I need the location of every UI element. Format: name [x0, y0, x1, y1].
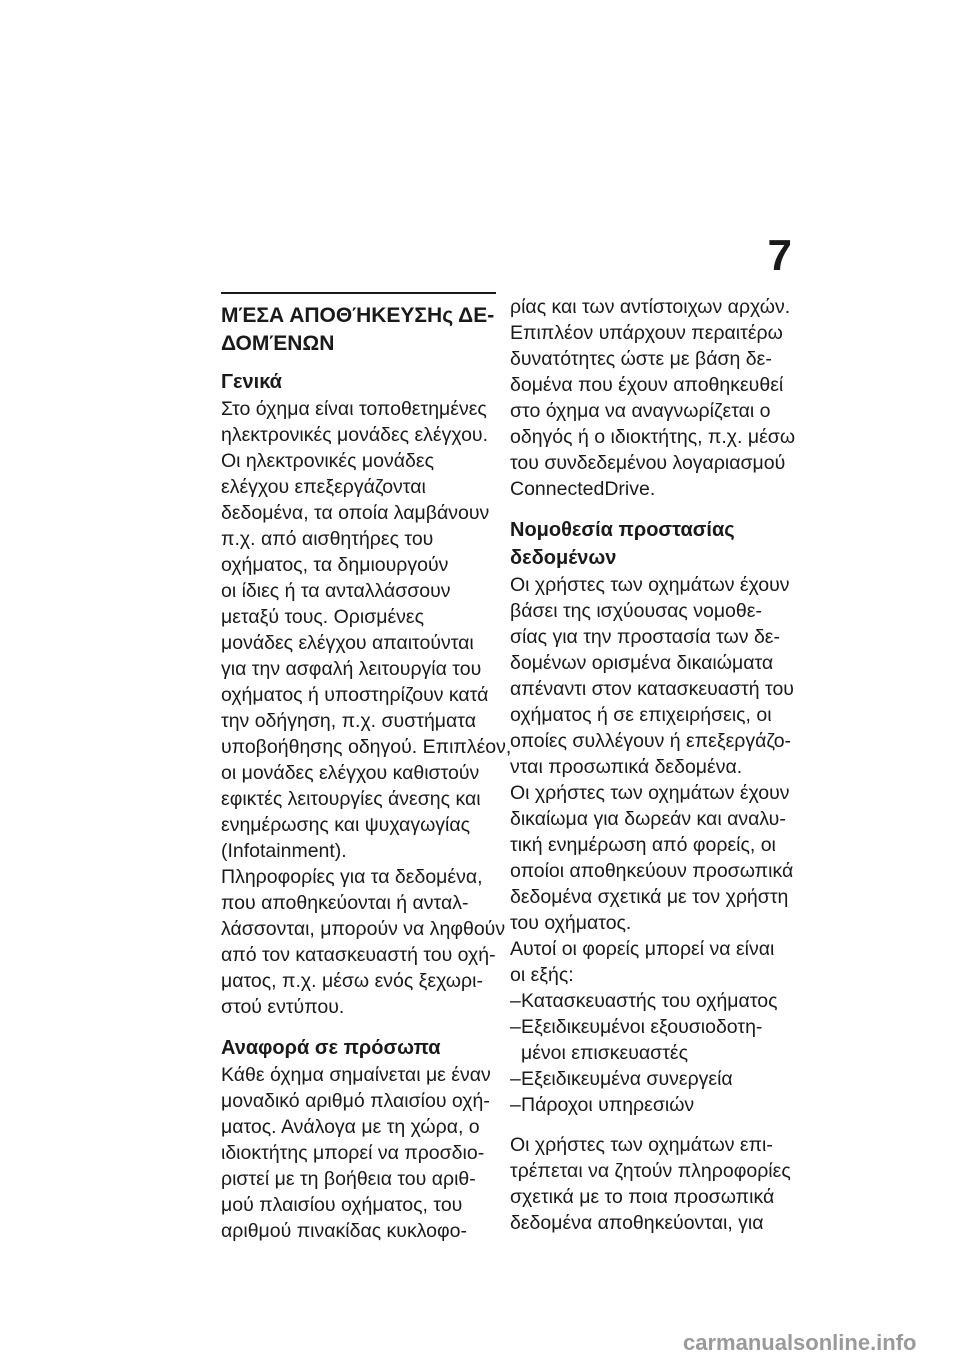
- heading-line: δεδομένων: [510, 547, 617, 569]
- general-paragraph: [221, 396, 512, 1020]
- text-line: στού εντύπου.: [221, 996, 345, 1018]
- bullet-list: [510, 988, 785, 1118]
- text-line: ενημέρωσης και ψυχαγωγίας: [221, 814, 471, 836]
- text-line: Κάθε όχημα σημαίνεται με έναν: [221, 1064, 491, 1086]
- text-line: ριστεί με τη βοήθεια του αριθ-: [221, 1168, 476, 1190]
- text-line: ConnectedDrive.: [510, 478, 656, 500]
- text-line: μονάδες ελέγχου απαιτούνται: [221, 632, 474, 654]
- text-line: από τον κατασκευαστή του οχή-: [221, 944, 496, 966]
- text-line: Στο όχημα είναι τοποθετημένες: [221, 398, 487, 420]
- text-line: ηλεκτρονικές μονάδες ελέγχου.: [221, 424, 489, 446]
- text-line: δεδομένα, τα οποία λαμβάνουν: [221, 502, 490, 524]
- dash-marker: –: [510, 990, 521, 1012]
- text-line: οχήματος ή σε επιχειρήσεις, οι: [510, 704, 772, 726]
- text-line: οδηγός ή ο ιδιοκτήτης, π.χ. μέσω: [510, 426, 796, 448]
- text-line: λάσσονται, μπορούν να ληφθούν: [221, 918, 506, 940]
- text-line: Οι ηλεκτρονικές μονάδες: [221, 450, 434, 472]
- section-title: [221, 302, 496, 358]
- text-line: νται προσωπικά δεδομένα.: [510, 756, 743, 778]
- text-line: τική ενημέρωση από φορείς, οι: [510, 834, 776, 856]
- text-line: ματος, π.χ. μέσω ενός ξεχωρι-: [221, 970, 483, 992]
- text-line: εφικτές λειτουργίες άνεσης και: [221, 788, 481, 810]
- text-line: Επιπλέον υπάρχουν περαιτέρω: [510, 322, 783, 344]
- text-line: οι ίδιες ή τα ανταλλάσσουν: [221, 580, 451, 602]
- text-line: ιδιοκτήτης μπορεί να προσδιο-: [221, 1142, 485, 1164]
- text-line: ματος. Ανάλογα με τη χώρα, ο: [221, 1116, 480, 1138]
- text-line: αριθμού πινακίδας κυκλοφο-: [221, 1220, 467, 1242]
- text-line: δομένων ορισμένα δικαιώματα: [510, 652, 774, 674]
- text-line: οποίοι αποθηκεύουν προσωπικά: [510, 860, 794, 882]
- text-line: Οι χρήστες των οχημάτων έχουν: [510, 782, 790, 804]
- heading-line: Νομοθεσία προστασίας: [510, 519, 735, 541]
- text-line: μού πλαισίου οχήματος, του: [221, 1194, 463, 1216]
- data-protection-heading: [510, 516, 785, 572]
- text-line: δεδομένα σχετικά με τον χρήστη: [510, 886, 789, 908]
- list-item-text: Κατασκευαστής του οχήματος: [521, 990, 778, 1012]
- text-line: του οχήματος.: [510, 912, 632, 934]
- text-line: δυνατότητες ώστε με βάση δε-: [510, 348, 772, 370]
- list-item: [510, 1014, 785, 1040]
- text-line: οχήματος, τα δημιουργούν: [221, 554, 449, 576]
- section-title-line: ΜΈΣΑ ΑΠΟΘΉΚΕΥΣΗς ΔΕ-: [221, 304, 495, 327]
- section-title-line: ΔΟΜΈΝΩΝ: [221, 332, 335, 355]
- text-line: τρέπεται να ζητούν πληροφορίες: [510, 1160, 791, 1182]
- personal-reference-paragraph: [221, 1062, 496, 1244]
- text-line: δομένα που έχουν αποθηκευθεί: [510, 374, 784, 396]
- text-line: Οι χρήστες των οχημάτων επι-: [510, 1134, 773, 1156]
- text-line: οποίες συλλέγουν ή επεξεργάζο-: [510, 730, 792, 752]
- text-line: μοναδικό αριθμό πλαισίου οχή-: [221, 1090, 490, 1112]
- text-line: (Infotainment).: [221, 840, 347, 862]
- right-column: [510, 294, 796, 1236]
- list-item-text: Εξειδικευμένοι εξουσιοδοτη-: [521, 1016, 763, 1038]
- text-line: π.χ. από αισθητήρες του: [221, 528, 434, 550]
- text-line: σίας για την προστασία των δε-: [510, 626, 780, 648]
- list-item: [510, 988, 785, 1014]
- list-item-text: Πάροχοι υπηρεσιών: [521, 1094, 695, 1116]
- continuation-paragraph: [510, 294, 796, 502]
- text-line: μεταξύ τους. Ορισμένες: [221, 606, 425, 628]
- text-line: δεδομένα αποθηκεύονται, για: [510, 1212, 764, 1234]
- text-line: ελέγχου επεξεργάζονται: [221, 476, 426, 498]
- page-number: 7: [767, 231, 792, 280]
- watermark: carmanualsonline.info: [683, 1330, 917, 1355]
- text-line: οι μονάδες ελέγχου καθιστούν: [221, 762, 480, 784]
- list-item: [510, 1066, 785, 1092]
- text-line: σχετικά με το ποια προσωπικά: [510, 1186, 775, 1208]
- text-line: απέναντι στον κατασκευαστή του: [510, 678, 794, 700]
- personal-reference-heading: Αναφορά σε πρόσωπα: [221, 1037, 441, 1059]
- list-item: [510, 1092, 785, 1118]
- text-line: στο όχημα να αναγνωρίζεται ο: [510, 400, 771, 422]
- list-item-continuation: μένοι επισκευαστές: [521, 1042, 688, 1064]
- dash-marker: –: [510, 1094, 521, 1116]
- text-line: Οι χρήστες των οχημάτων έχουν: [510, 574, 790, 596]
- dash-marker: –: [510, 1068, 521, 1090]
- text-line: του συνδεδεμένου λογαριασμού: [510, 452, 786, 474]
- text-line: βάσει της ισχύουσας νομοθε-: [510, 600, 762, 622]
- text-line: που αποθηκεύονται ή ανταλ-: [221, 892, 469, 914]
- left-column: [221, 292, 512, 1244]
- text-line: δικαίωμα για δωρεάν και αναλυ-: [510, 808, 786, 830]
- text-line: ρίας και των αντίστοιχων αρχών.: [510, 296, 791, 318]
- final-paragraph: [510, 1132, 791, 1236]
- text-line: οχήματος ή υποστηρίζουν κατά: [221, 684, 489, 706]
- general-heading: Γενικά: [221, 371, 282, 393]
- text-line: οι εξής:: [510, 964, 574, 986]
- text-line: Πληροφορίες για τα δεδομένα,: [221, 866, 483, 888]
- text-line: Αυτοί οι φορείς μπορεί να είναι: [510, 938, 775, 960]
- data-protection-paragraph: [510, 572, 794, 988]
- text-line: την οδήγηση, π.χ. συστήματα: [221, 710, 477, 732]
- text-line: υποβοήθησης οδηγού. Επιπλέον,: [221, 736, 512, 758]
- dash-marker: –: [510, 1016, 521, 1038]
- list-item-text: Εξειδικευμένα συνεργεία: [521, 1068, 733, 1090]
- text-line: για την ασφαλή λειτουργία του: [221, 658, 482, 680]
